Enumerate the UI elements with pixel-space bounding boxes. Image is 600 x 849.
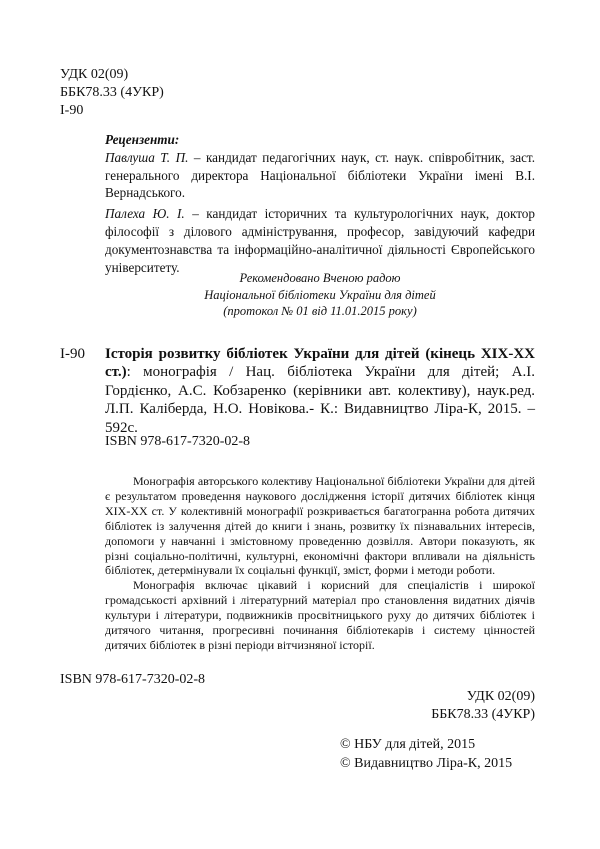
recommendation-line-2: Національної бібліотеки України для дітей (204, 287, 436, 302)
copyright-library: © НБУ для дітей, 2015 (340, 737, 476, 752)
reviewer-1 (105, 149, 535, 202)
bibliographic-details: : монографія / Нац. бібліотека України для дітей; А.І. Гордієнко, А.С. Кобзаренко (керівники авт. колективу), наук.ред. Л.П. Каліберда, Н.О. Новікова.- К.: Видавництво Ліра-К, 2015. – 592с. (105, 364, 535, 436)
isbn-top: ISBN 978-617-7320-02-8 (105, 434, 251, 449)
isbn-bottom: ISBN 978-617-7320-02-8 (60, 672, 206, 687)
catalog-entry (105, 345, 535, 437)
annotation-paragraph-1: Монографія авторського колективу Національної бібліотеки України для дітей є результатом проведення наукового дослідження історії дитячих бібліотек кінця ХІХ-ХХ ст. У колективній монографії розкривається багатогранна робота дитячих бібліотек із залучення дітей до книги і знань, розвитку їх пізнавальних інтересів, допомоги у навчанні і змістовному проведенню дозвілля. Автори показують, як різні соціально-політичні, культурні, економічні фактори впливали на діяльність бібліотек, детермінували їх соціальні функції, зміст, форми і методи роботи. (105, 474, 535, 578)
reviewer-2-text: – кандидат історичних та культурологічних наук, доктор філософії з ділового адміністрування, професор, завідуючий кафедри документознавства та інформаційно-аналітичної діяльності Європейського університету. (105, 206, 535, 275)
reviewers-heading: Рецензенти: (105, 132, 180, 147)
footer-bbk: ББК78.33 (4УКР) (431, 706, 535, 722)
classification-footer (405, 688, 535, 723)
footer-udk: УДК 02(09) (466, 689, 535, 704)
reviewers-block (105, 131, 535, 276)
copyright-publisher: © Видавництво Ліра-К, 2015 (340, 756, 513, 771)
recommendation-line-1: Рекомендовано Вченою радою (239, 271, 401, 285)
classification-header (60, 66, 164, 120)
copyright-block (340, 735, 512, 773)
recommendation-note (105, 270, 535, 320)
bbk-code: ББК78.33 (4УКР) (60, 85, 164, 100)
catalog-code: І-90 (60, 346, 85, 362)
reviewer-1-name: Павлуша Т. П. (105, 149, 189, 165)
reviewer-2 (105, 205, 535, 276)
author-mark: І-90 (60, 103, 84, 118)
book-title: Історія розвитку бібліотек України для дітей (кінець ХІХ-ХХ ст.) (105, 346, 535, 381)
annotation-paragraph-2: Монографія включає цікавий і корисний для спеціалістів і широкої громадськості архівний і літературний матеріал про становлення видатних діячів культури і літератури, подвижників просвітницького руху до дитячих бібліотек і дитячого читання, прогресивні починання бібліотекарів і систему цінностей дитячих бібліотек в різні періоди вітчизняної історії. (105, 578, 535, 652)
reviewer-1-text: – кандидат педагогічних наук, ст. наук. співробітник, заст. генерального директора Національної бібліотеки України імені В.І. Вернадського. (105, 149, 535, 201)
recommendation-line-3: (протокол № 01 від 11.01.2015 року) (223, 304, 417, 318)
reviewer-2-name: Палеха Ю. І. (105, 206, 185, 222)
udk-code: УДК 02(09) (60, 67, 129, 82)
annotation (105, 474, 535, 653)
